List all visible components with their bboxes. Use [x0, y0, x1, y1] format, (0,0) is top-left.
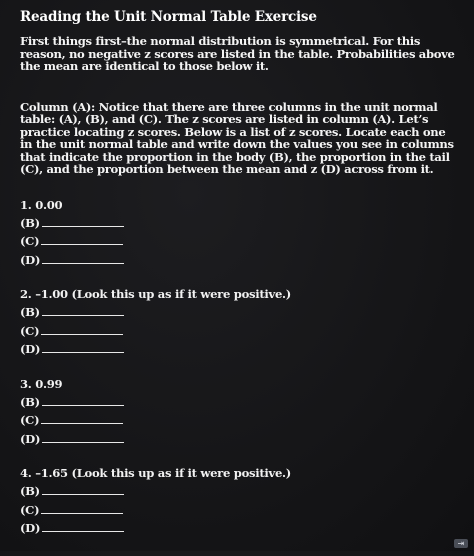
question-4 [20, 466, 460, 538]
answer-label: (B) [20, 305, 40, 319]
answer-blank-d[interactable] [42, 431, 124, 443]
answer-blank-c[interactable] [41, 323, 123, 335]
answer-row-c [20, 501, 460, 520]
answer-row-b [20, 482, 460, 501]
answer-blank-c[interactable] [41, 502, 123, 514]
answer-label: (C) [20, 502, 40, 517]
answer-row-b [20, 214, 460, 233]
arrow-icon[interactable]: ⇥ [454, 539, 468, 548]
question-heading: 1. 0.00 [20, 197, 63, 212]
answer-label: (B) [20, 215, 40, 230]
page-title: Reading the Unit Normal Table Exercise [20, 9, 317, 25]
answer-row-b [20, 393, 460, 412]
answer-blank-b[interactable] [42, 304, 124, 316]
answer-label: (C) [20, 234, 40, 248]
question-heading: 4. –1.65 (Look this up as if it were positive.) [20, 466, 291, 480]
answer-label: (B) [20, 394, 40, 409]
answer-blank-b[interactable] [42, 215, 124, 227]
answer-row-d [20, 340, 460, 359]
column-a-paragraph: Column (A): Notice that there are three columns in the unit normal table: (A), (B), and (C). The z scores are listed in column (A). Let’s practice locating z scores. Below is a list of z scores. Locate each one in the unit normal table and write down the values you see in columns that indicate the proportion in the body (B), the proportion in the tail (C), and the proportion between the mean and z (D) across from it. [20, 99, 454, 176]
question-3 [20, 377, 460, 449]
answer-blank-c[interactable] [41, 233, 123, 245]
answer-label: (C) [20, 323, 40, 338]
answer-label: (D) [20, 342, 41, 356]
question-heading: 2. –1.00 (Look this up as if it were positive.) [20, 287, 291, 301]
answer-row-c [20, 322, 460, 341]
answer-label: (C) [20, 413, 40, 427]
answer-blank-b[interactable] [42, 483, 124, 495]
answer-row-c [20, 411, 460, 430]
answer-label: (B) [20, 484, 40, 498]
answer-blank-d[interactable] [42, 252, 124, 264]
intro-paragraph: First things first–the normal distribution is symmetrical. For this reason, no negative z scores are listed in the table. Probabilities above the mean are identical to those below it. [20, 34, 455, 73]
answer-blank-d[interactable] [42, 520, 124, 532]
answer-label: (D) [20, 252, 41, 267]
answer-blank-d[interactable] [42, 341, 124, 353]
answer-label: (D) [20, 521, 41, 535]
question-1 [20, 198, 460, 270]
answer-row-d [20, 430, 460, 449]
answer-row-d [20, 251, 460, 270]
answer-blank-b[interactable] [42, 394, 124, 406]
answer-row-d [20, 519, 460, 538]
question-heading: 3. 0.99 [20, 376, 63, 391]
answer-label: (D) [20, 431, 41, 446]
question-2 [20, 287, 460, 359]
answer-row-c [20, 232, 460, 251]
answer-row-b [20, 303, 460, 322]
answer-blank-c[interactable] [41, 412, 123, 424]
worksheet [20, 9, 460, 556]
